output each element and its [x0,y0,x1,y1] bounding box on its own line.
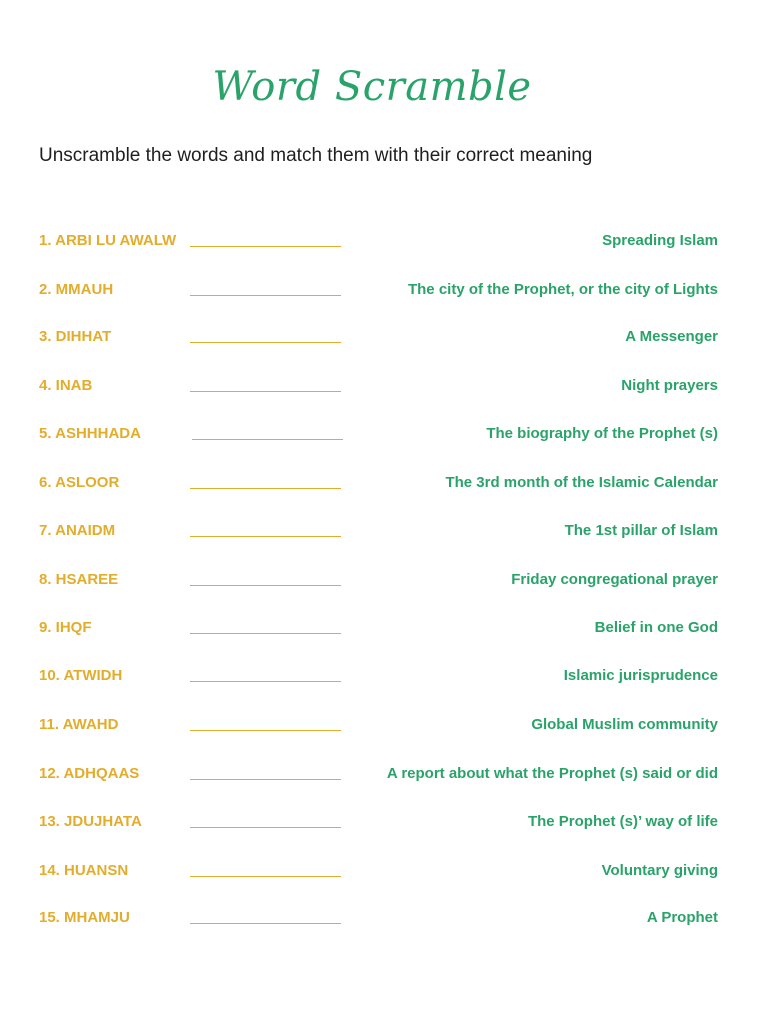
answer-blank-line [190,730,341,731]
answer-blank-line [190,876,341,877]
meaning-text: The 3rd month of the Islamic Calendar [445,474,718,491]
list-item [0,326,768,350]
scrambled-word: 4. INAB [39,377,93,394]
scrambled-word: 7. ANAIDM [39,522,116,539]
meaning-text: A Messenger [625,328,718,345]
list-item [0,472,768,496]
page-title: Word Scramble [212,64,532,110]
scrambled-word: 14. HUANSN [39,862,129,879]
meaning-text: The biography of the Prophet (s) [486,425,718,442]
answer-blank-line [190,488,341,489]
list-item [0,811,768,835]
list-item [0,763,768,787]
answer-blank-line [192,439,343,440]
list-item [0,665,768,689]
scrambled-word: 9. IHQF [39,619,92,636]
meaning-text: Spreading Islam [602,232,718,249]
list-item [0,520,768,544]
answer-blank-line [190,827,341,828]
answer-blank-line [190,246,341,247]
scrambled-word: 8. HSAREE [39,571,119,588]
list-item [0,860,768,884]
meaning-text: Islamic jurisprudence [563,667,718,684]
meaning-text: Belief in one God [594,619,718,636]
list-item [0,617,768,641]
scrambled-word: 10. ATWIDH [39,667,123,684]
meaning-text: A Prophet [646,909,718,926]
scrambled-word: 5. ASHHHADA [39,425,141,442]
meaning-text: Voluntary giving [601,862,718,879]
scrambled-word: 13. JDUJHATA [39,813,142,830]
meaning-text: The city of the Prophet, or the city of Lights [407,281,718,298]
scrambled-word: 3. DIHHAT [39,328,112,345]
scrambled-word: 6. ASLOOR [39,474,120,491]
list-item [0,279,768,303]
meaning-text: Friday congregational prayer [511,571,718,588]
answer-blank-line [190,295,341,296]
answer-blank-line [190,391,341,392]
scrambled-word: 1. ARBI LU AWALW [39,232,177,249]
list-item [0,714,768,738]
scrambled-word: 11. AWAHD [39,716,119,733]
answer-blank-line [190,536,341,537]
answer-blank-line [190,923,341,924]
meaning-text: Night prayers [621,377,718,394]
scrambled-word: 2. MMAUH [39,281,114,298]
meaning-text: The 1st pillar of Islam [564,522,718,539]
list-item [0,375,768,399]
answer-blank-line [190,585,341,586]
scrambled-word: 15. MHAMJU [39,909,130,926]
answer-blank-line [190,342,341,343]
list-item [0,569,768,593]
scrambled-word: 12. ADHQAAS [39,765,140,782]
list-item [0,230,768,254]
meaning-text: A report about what the Prophet (s) said or did [386,765,718,782]
list-item [0,423,768,447]
instructions-text: Unscramble the words and match them with their correct meaning [39,145,593,166]
answer-blank-line [190,681,341,682]
meaning-text: The Prophet (s)’ way of life [527,813,718,830]
list-item [0,907,768,931]
meaning-text: Global Muslim community [531,716,718,733]
answer-blank-line [190,633,341,634]
answer-blank-line [190,779,341,780]
